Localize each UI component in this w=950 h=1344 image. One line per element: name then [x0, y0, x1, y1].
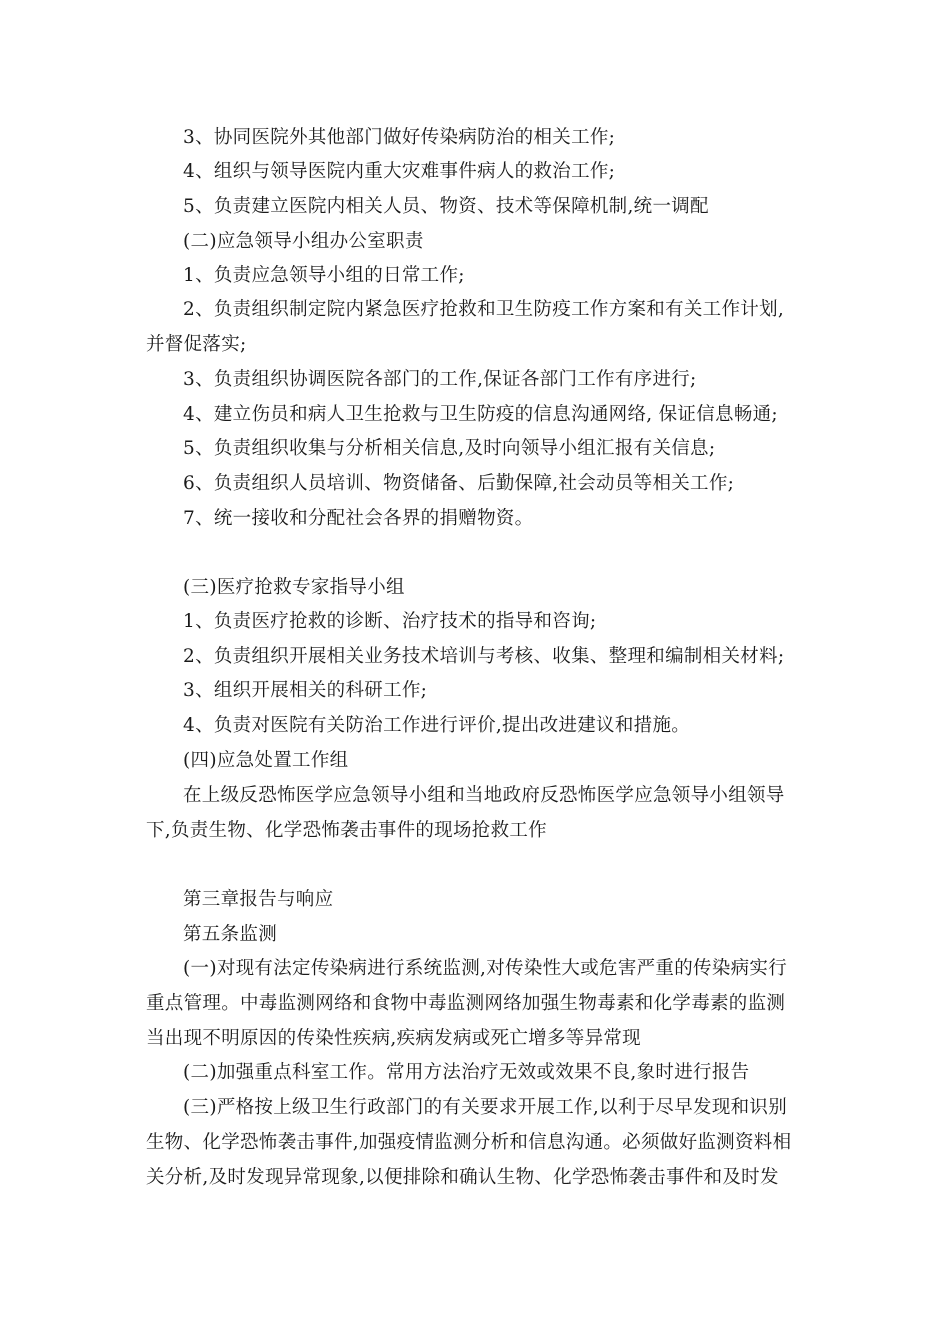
list-item: 7、统一接收和分配社会各界的捐赠物资。	[183, 508, 534, 529]
chapter-heading: 第三章报告与响应	[183, 889, 334, 910]
paragraph-line: 生物、化学恐怖袭击事件,加强疫情监测分析和信息沟通。必须做好监测资料相	[146, 1132, 792, 1153]
list-item: 3、组织开展相关的科研工作;	[183, 680, 428, 701]
section-heading: (三)医疗抢救专家指导小组	[183, 577, 405, 598]
paragraph-line: (二)加强重点科室工作。常用方法治疗无效或效果不良,象时进行报告	[183, 1062, 750, 1083]
article-heading: 第五条监测	[183, 924, 278, 945]
list-item: 3、协同医院外其他部门做好传染病防治的相关工作;	[183, 127, 616, 148]
list-item-continuation: 并督促落实;	[146, 334, 247, 355]
list-item: 2、负责组织制定院内紧急医疗抢救和卫生防疫工作方案和有关工作计划,	[183, 299, 785, 320]
paragraph-line: 在上级反恐怖医学应急领导小组和当地政府反恐怖医学应急领导小组领导	[183, 785, 785, 806]
section-heading: (四)应急处置工作组	[183, 750, 349, 771]
paragraph-line: 重点管理。中毒监测网络和食物中毒监测网络加强生物毒素和化学毒素的监测	[146, 993, 786, 1014]
paragraph-line: 当出现不明原因的传染性疾病,疾病发病或死亡增多等异常现	[146, 1028, 641, 1049]
paragraph-line: 关分析,及时发现异常现象,以便排除和确认生物、化学恐怖袭击事件和及时发	[146, 1167, 779, 1188]
list-item: 1、负责医疗抢救的诊断、治疗技术的指导和咨询;	[183, 611, 597, 632]
list-item: 3、负责组织协调医院各部门的工作,保证各部门工作有序进行;	[183, 369, 697, 390]
list-item: 5、负责建立医院内相关人员、物资、技术等保障机制,统一调配	[183, 196, 709, 217]
list-item: 1、负责应急领导小组的日常工作;	[183, 265, 465, 286]
list-item: 5、负责组织收集与分析相关信息,及时向领导小组汇报有关信息;	[183, 438, 716, 459]
list-item: 2、负责组织开展相关业务技术培训与考核、收集、整理和编制相关材料;	[183, 646, 785, 667]
paragraph-line: 下,负责生物、化学恐怖袭击事件的现场抢救工作	[146, 820, 547, 841]
paragraph-line: (一)对现有法定传染病进行系统监测,对传染性大或危害严重的传染病实行	[183, 958, 788, 979]
list-item: 4、负责对医院有关防治工作进行评价,提出改进建议和措施。	[183, 715, 691, 736]
section-heading: (二)应急领导小组办公室职责	[183, 231, 424, 252]
list-item: 6、负责组织人员培训、物资储备、后勤保障,社会动员等相关工作;	[183, 473, 735, 494]
list-item: 4、组织与领导医院内重大灾难事件病人的救治工作;	[183, 161, 616, 182]
list-item: 4、建立伤员和病人卫生抢救与卫生防疫的信息沟通网络, 保证信息畅通;	[183, 404, 778, 425]
paragraph-line: (三)严格按上级卫生行政部门的有关要求开展工作,以利于尽早发现和识别	[183, 1097, 788, 1118]
